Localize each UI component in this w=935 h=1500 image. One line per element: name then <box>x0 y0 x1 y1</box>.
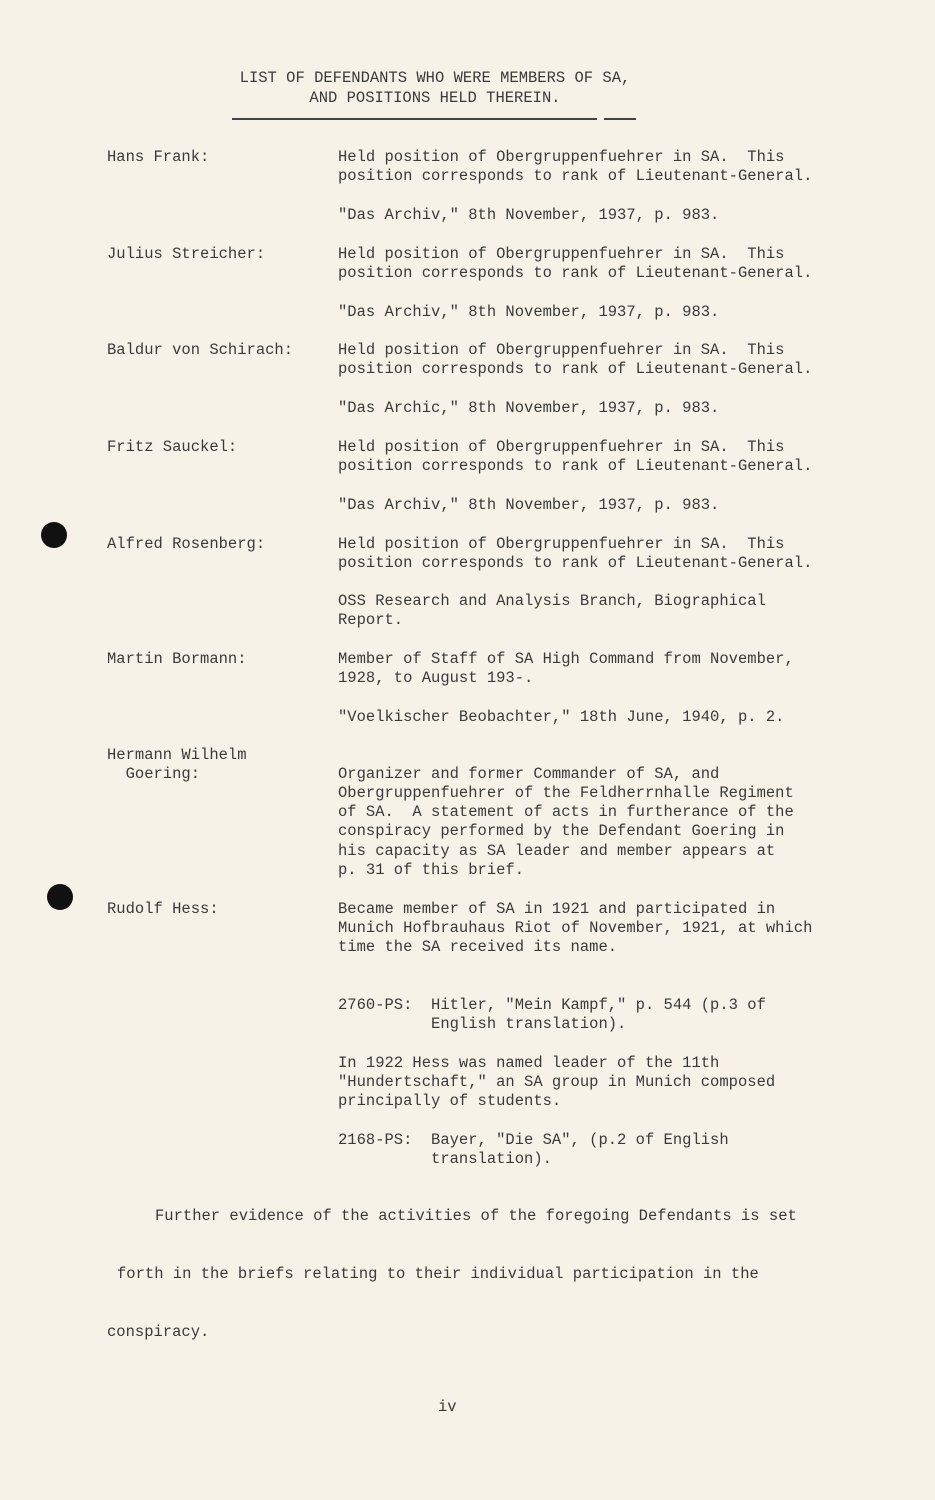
entry-citation: "Das Archiv," 8th November, 1937, p. 983. <box>338 496 720 514</box>
document-title-line-1: LIST OF DEFENDANTS WHO WERE MEMBERS OF SA, <box>239 69 631 87</box>
entry-text: Held position of Obergruppenfuehrer in SA. This <box>338 341 785 359</box>
entry-citation: Report. <box>338 611 404 629</box>
title-underline <box>232 118 597 120</box>
entry-citation: "Das Archiv," 8th November, 1937, p. 983. <box>338 206 720 224</box>
entry-text: principally of students. <box>338 1092 562 1110</box>
entry-text: Held position of Obergruppenfuehrer in SA. This <box>338 245 785 263</box>
entry-text: Held position of Obergruppenfuehrer in SA. This <box>338 438 785 456</box>
entry-text: "Hundertschaft," an SA group in Munich composed <box>338 1073 776 1091</box>
entry-text: In 1922 Hess was named leader of the 11th <box>338 1054 720 1072</box>
punch-hole <box>41 522 67 548</box>
entry-text: position corresponds to rank of Lieutenant-General. <box>338 457 813 475</box>
title-underline-tail <box>604 118 636 120</box>
defendant-name: Baldur von Schirach: <box>107 341 294 359</box>
entry-text: Munich Hofbrauhaus Riot of November, 1921, at which <box>338 919 813 937</box>
entry-text: conspiracy performed by the Defendant Goering in <box>338 822 785 840</box>
defendant-name: Rudolf Hess: <box>107 900 219 918</box>
defendant-name: Julius Streicher: <box>107 245 266 263</box>
closing-text: Further evidence of the activities of the foregoing Defendants is set <box>155 1207 797 1225</box>
entry-text: his capacity as SA leader and member appears at <box>338 842 776 860</box>
entry-text: Member of Staff of SA High Command from November, <box>338 650 794 668</box>
entry-citation: 2760-PS: Hitler, "Mein Kampf," p. 544 (p.3 of <box>338 996 766 1014</box>
entry-text: position corresponds to rank of Lieutenant-General. <box>338 554 813 572</box>
entry-text: Became member of SA in 1921 and participated in <box>338 900 776 918</box>
entry-text: of SA. A statement of acts in furtherance of the <box>338 803 794 821</box>
entry-citation: translation). <box>338 1150 552 1168</box>
entry-citation: "Voelkischer Beobachter," 18th June, 1940, p. 2. <box>338 708 785 726</box>
entry-text: position corresponds to rank of Lieutenant-General. <box>338 167 813 185</box>
page-number: iv <box>438 1398 457 1416</box>
entry-text: Obergruppenfuehrer of the Feldherrnhalle Regiment <box>338 784 794 802</box>
entry-text: position corresponds to rank of Lieutenant-General. <box>338 360 813 378</box>
entry-text: Held position of Obergruppenfuehrer in SA. This <box>338 535 785 553</box>
entry-text: p. 31 of this brief. <box>338 861 525 879</box>
defendant-name: Alfred Rosenberg: <box>107 535 266 553</box>
defendant-name: Hans Frank: <box>107 148 210 166</box>
defendant-name: Hermann Wilhelm <box>107 746 247 764</box>
defendant-name: Martin Bormann: <box>107 650 247 668</box>
defendant-name: Fritz Sauckel: <box>107 438 238 456</box>
defendant-name: Goering: <box>107 765 201 783</box>
entry-citation: "Das Archiv," 8th November, 1937, p. 983. <box>338 303 720 321</box>
document-title-line-2: AND POSITIONS HELD THEREIN. <box>309 89 561 107</box>
entry-citation: OSS Research and Analysis Branch, Biographical <box>338 592 766 610</box>
entry-text: Held position of Obergruppenfuehrer in SA. This <box>338 148 785 166</box>
entry-text: Organizer and former Commander of SA, and <box>338 765 720 783</box>
entry-citation: 2168-PS: Bayer, "Die SA", (p.2 of English <box>338 1131 729 1149</box>
entry-citation: English translation). <box>338 1015 627 1033</box>
entry-text: position corresponds to rank of Lieutenant-General. <box>338 264 813 282</box>
punch-hole <box>47 884 73 910</box>
entry-citation: "Das Archic," 8th November, 1937, p. 983. <box>338 399 720 417</box>
entry-text: time the SA received its name. <box>338 938 618 956</box>
closing-text: conspiracy. <box>107 1323 210 1341</box>
closing-text: forth in the briefs relating to their individual participation in the <box>117 1265 759 1283</box>
entry-text: 1928, to August 193-. <box>338 669 534 687</box>
